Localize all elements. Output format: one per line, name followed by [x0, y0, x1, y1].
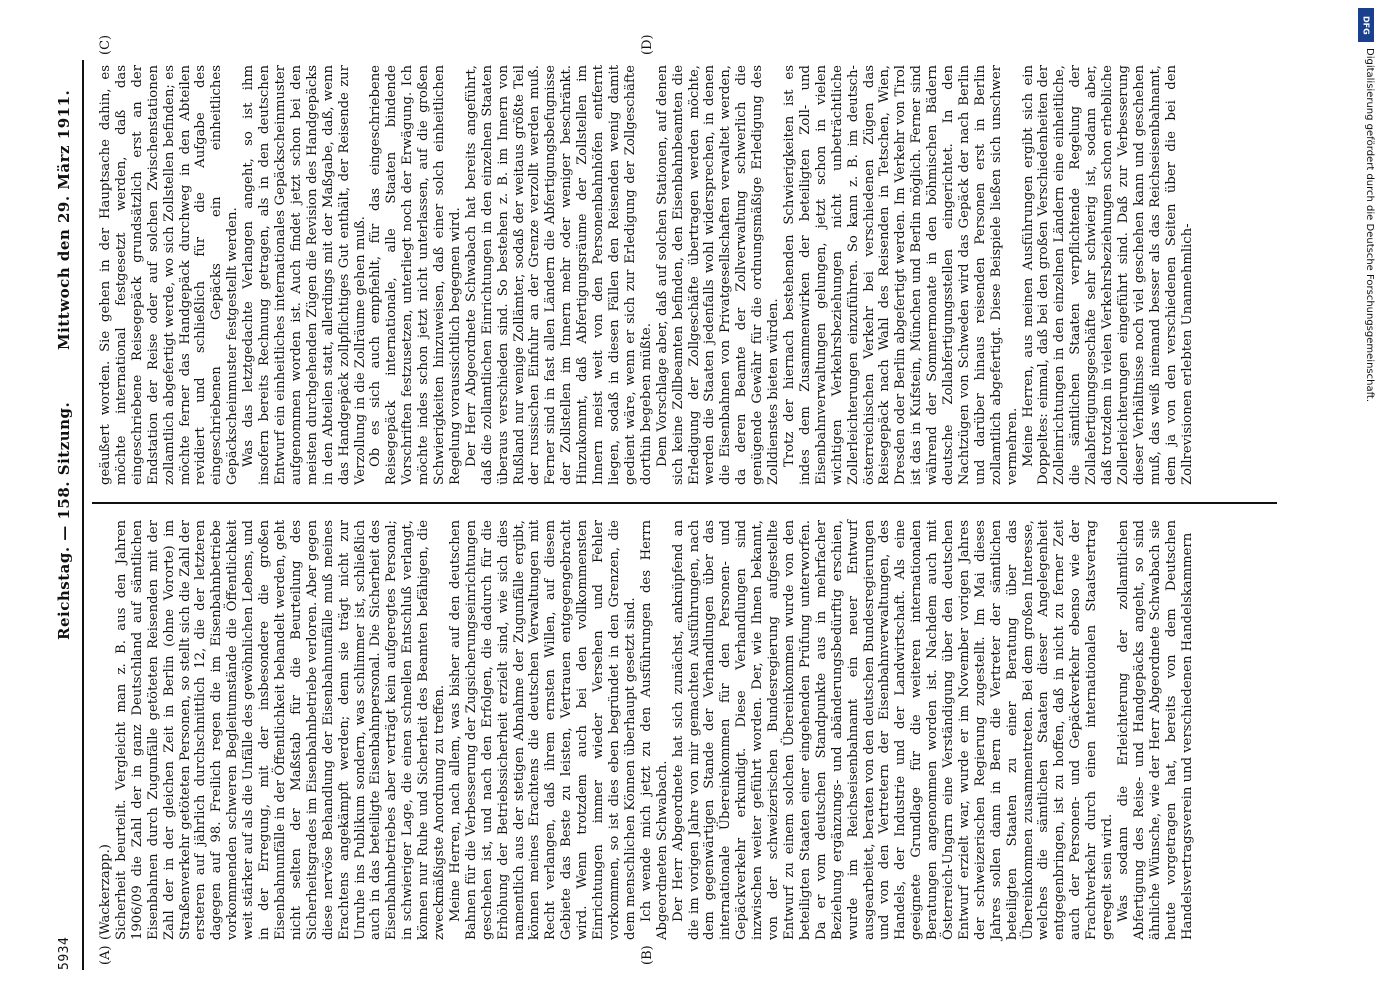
paragraph: Der Herr Abgeordnete Schwabach hat bereits angeführt, daß die zollamtlichen Einrichtungen in den einzelnen Staaten überaus verschieden sind. So bestehen z. B. im Innern von Rußland nur wenige Zollämter, sodaß der weitaus größte Teil der russischen Einfuhr an der Grenze verzollt werden muß. Ferner sind in fast allen Ländern die Abfertigungsbefugnisse der Zollstellen im Innern mehr oder weniger beschränkt. Hinzukommt, daß Abfertigungsräume der Zollstellen im Innern meist weit von den Personenbahnhöfen entfernt liegen, sodaß in diesen Fällen den Reisenden wenig damit gedient wäre, wenn er sich zur Erledigung der Zollgeschäfte dorthin begeben müßte. [463, 65, 654, 485]
paragraph: Meine Herren, nach allem, was bisher auf den deutschen Bahnen für die Verbesserung der Zugsicherungseinrichtungen geschehen ist, und nach den Erfolgen, die dadurch für die Erhöhung der Betriebssicherheit erzielt sind, wie sich dies namentlich aus der stetigen Abnahme der Zugunfälle ergibt, können meines Erachtens die deutschen Verwaltungen mit Recht verlangen, daß ihrem ernsten Willen, auf diesem Gebiete das Beste zu leisten, Vertrauen entgegengebracht wird. Wenn trotzdem auch bei den vollkommensten Einrichtungen immer wieder Versehen und Fehler vorkommen, so ist dies eben begründet in den Grenzen, die dem menschlichen Können überhaupt gesetzt sind. [447, 520, 638, 940]
right-column [98, 65, 1196, 485]
paragraph: Der Herr Abgeordnete hat sich zunächst, anknüpfend an die im vorigen Jahre von mir gemachten Ausführungen, nach dem gegenwärtigen Stande der Verhandlungen über das internationale Übereinkommen für den Personen- und Gepäckverkehr erkundigt. Diese Verhandlungen sind inzwischen weiter geführt worden. Der, wie Ihnen bekannt, von der schweizerischen Bundesregierung aufgestellte Entwurf zu einem solchen Übereinkommen wurde von den beteiligten Staaten einer eingehenden Prüfung unterworfen. Da er vom deutschen Standpunkte aus in mehrfacher Beziehung ergänzungs- und abänderungsbedürftig erschien, wurde im Reichseisenbahnamt ein neuer Entwurf ausgearbeitet, beraten von den deutschen Bundesregierungen und von den Vertretern der Eisenbahnverwaltungen, des Handels, der Industrie und der Landwirtschaft. Als eine geeignete Grundlage für die weiteren internationalen Beratungen angenommen worden ist. Nachdem auch mit Österreich-Ungarn eine Verständigung über den deutschen Entwurf erzielt war, wurde er im November vorigen Jahres der schweizerischen Regierung zugestellt. Im Mai dieses Jahres sollen dann in Bern die Vertreter der sämtlichen beteiligten Staaten zu einer Beratung über das Übereinkommen zusammentreten. Bei dem großen Interesse, welches die sämtlichen Staaten dieser Angelegenheit entgegenbringen, ist zu hoffen, daß in nicht zu ferner Zeit auch der Personen- und Gepäckverkehr ebenso wie der Frachtverkehr durch einen internationalen Staatsvertrag geregelt sein wird. [670, 520, 1116, 940]
margin-mark-d: (D) [640, 34, 655, 55]
header-rule [82, 60, 84, 970]
paragraph: Trotz der hiernach bestehenden Schwierigkeiten ist es indes dem Zusammenwirken der beteiligten Zoll- und Eisenbahnverwaltungen gelungen, jetzt schon in vielen wichtigen Verkehrsbeziehungen nicht unbeträchtliche Zollerleichterungen einzuführen. So kann z. B. im deutsch-österreichischen Verkehr bei verschiedenen Zügen das Reisegepäck nach Wahl des Reisenden in Tetschen, Wien, Dresden oder Berlin abgefertigt werden. Im Verkehr von Tirol ist das in Kufstein, München und Berlin möglich. Ferner sind während der Sommermonate in den böhmischen Bädern deutsche Zollabfertigungsstellen eingerichtet. In den Nachtzügen von Schweden wird das Gepäck der nach Berlin und darüber hinaus reisenden Personen erst in Berlin zollamtlich abgefertigt. Diese Beispiele ließen sich unschwer vermehren. [781, 65, 1020, 485]
session-title: Reichstag. — 158. Sitzung. [55, 401, 73, 640]
paragraph: Meine Herren, aus meinen Ausführungen ergibt sich ein Doppeltes: einmal, daß bei den großen Verschiedenheiten der Zolleinrichtungen in den einzelnen Ländern eine einheitliche, die sämtlichen Staaten verpflichtende Regelung der Zollabfertigungsgeschäfte sehr schwierig ist, sodann aber, daß trotzdem in vielen Verkehrsbeziehungen schon erhebliche Zollerleichterungen eingeführt sind. Daß zur Verbesserung dieser Verhältnisse noch viel geschehen kann und geschehen muß, das weiß niemand besser als das Reichseisenbahnamt, dem ja von den verschiedenen Seiten über die bei den Zollrevisionen erlebten Unannehmlich- [1020, 65, 1195, 485]
page-header [55, 60, 81, 970]
paragraph: Ich wende mich jetzt zu den Ausführungen des Herrn Abgeordneten Schwabach. [638, 520, 670, 940]
dfg-logo: DFG [1358, 8, 1374, 42]
margin-mark-c: (C) [98, 34, 113, 55]
paragraph: Dem Vorschlage aber, daß auf solchen Stationen, auf denen sich keine Zollbeamten befinden, den Eisenbahnbeamten die Erledigung der Zollgeschäfte übertragen werden möchte, werden die Staaten jedenfalls wohl widersprechen, in denen die Eisenbahnen von Privatgesellschaften verwaltet werden, da deren Beamte der Zollverwaltung schwerlich die genügende Gewähr für die ordnungsmäßige Erledigung des Zolldienstes bieten würden. [654, 65, 782, 485]
dfg-notice [1358, 8, 1376, 688]
paragraph: Ob es sich auch empfiehlt, für das eingeschriebene Reisegepäck internationale, alle Staaten bindende Vorschriften festzusetzen, unterliegt noch der Erwägung. Ich möchte indes schon jetzt nicht unterlassen, auf die großen Schwierigkeiten hinzuweisen, daß einer solch einheitlichen Regelung voraussichtlich begegnen wird. [368, 65, 463, 485]
paragraph: Was das letztgedachte Verlangen angeht, so ist ihm insofern bereits Rechnung getragen, als in den deutschen Entwurf ein einheitliches internationales Gepäckscheinmuster aufgenommen worden ist. Auch findet jetzt schon bei den meisten durchgehenden Zügen die Revision des Handgepäcks in den Abteilen statt, allerdings mit der Maßgabe, daß, wenn das Handgepäck zollpflichtiges Gut enthält, der Reisende zur Verzollung in die Zollräume gehen muß. [241, 65, 368, 485]
left-column [98, 520, 1196, 940]
margin-mark-b: (B) [640, 945, 655, 965]
page-number: 5934 [57, 936, 72, 970]
paragraph: Sicherheit beurteilt. Vergleicht man z. B. aus den Jahren 1906/09 die Zahl der in ganz Deutschland auf sämtlichen Eisenbahnen durch Zugunfälle getöteten Reisenden mit der Zahl der in der gleichen Zeit in Berlin (ohne Vororte) im Straßenverkehr getöteten Personen, so stellt sich die Zahl der ersteren auf jährlich durchschnittlich 12, die der letzteren dagegen auf 98. Freilich regen die im Eisenbahnbetriebe vorkommenden schweren Begleitumstände die Öffentlichkeit weit stärker auf als die Unfälle des gewöhnlichen Lebens, und in der Erregung, mit der insbesondere die großen Eisenbahnunfälle in der Öffentlichkeit behandelt werden, geht nicht selten der Maßstab für die Beurteilung des Sicherheitsgrades im Eisenbahnbetriebe verloren. Aber gegen diese nervöse Behandlung der Eisenbahnunfälle muß meines Erachtens angekämpft werden; denn sie trägt nicht zur Unruhe ins Publikum sondern, was schlimmer ist, schließlich auch in das beteiligte Eisenbahnpersonal. Die Sicherheit des Eisenbahnbetriebes aber verträgt kein aufgeregtes Personal; in schwieriger Lage, die einen schnellen Entschluß verlangt, können nur Ruhe und Sicherheit des Beamten befähigen, die zweckmäßigste Anordnung zu treffen. [113, 520, 448, 940]
speaker-tag: (Wackerzapp.) [98, 844, 113, 940]
dfg-notice-text: Digitalisierung gefördert durch die Deutsche Forschungsgemeinschaft. [1364, 48, 1375, 403]
paragraph: geäußert worden. Sie gehen in der Hauptsache dahin, es möchte international festgesetzt werden, daß das eingeschriebene Reisegepäck grundsätzlich erst an der Endstation der Reise oder auf solchen Zwischenstationen zollamtlich abgefertigt werde, wo sich Zollstellen befinden; es möchte ferner das Handgepäck durchweg in den Abteilen revidiert und schließlich für die Aufgabe des eingeschriebenen Gepäcks ein einheitliches Gepäckscheinmuster festgestellt werden. [98, 65, 241, 485]
column-rule [92, 502, 1277, 504]
paragraph: Was sodann die Erleichterung der zollamtlichen Abfertigung des Reise- und Handgepäcks angeht, so sind ähnliche Wünsche, wie der Herr Abgeordnete Schwabach sie heute vorgetragen hat, bereits von dem Deutschen Handelsvertragsverein und verschiedenen Handelskammern [1116, 520, 1195, 940]
session-date: Mittwoch den 29. März 1911. [55, 89, 73, 350]
margin-mark-a: (A) [98, 945, 113, 965]
